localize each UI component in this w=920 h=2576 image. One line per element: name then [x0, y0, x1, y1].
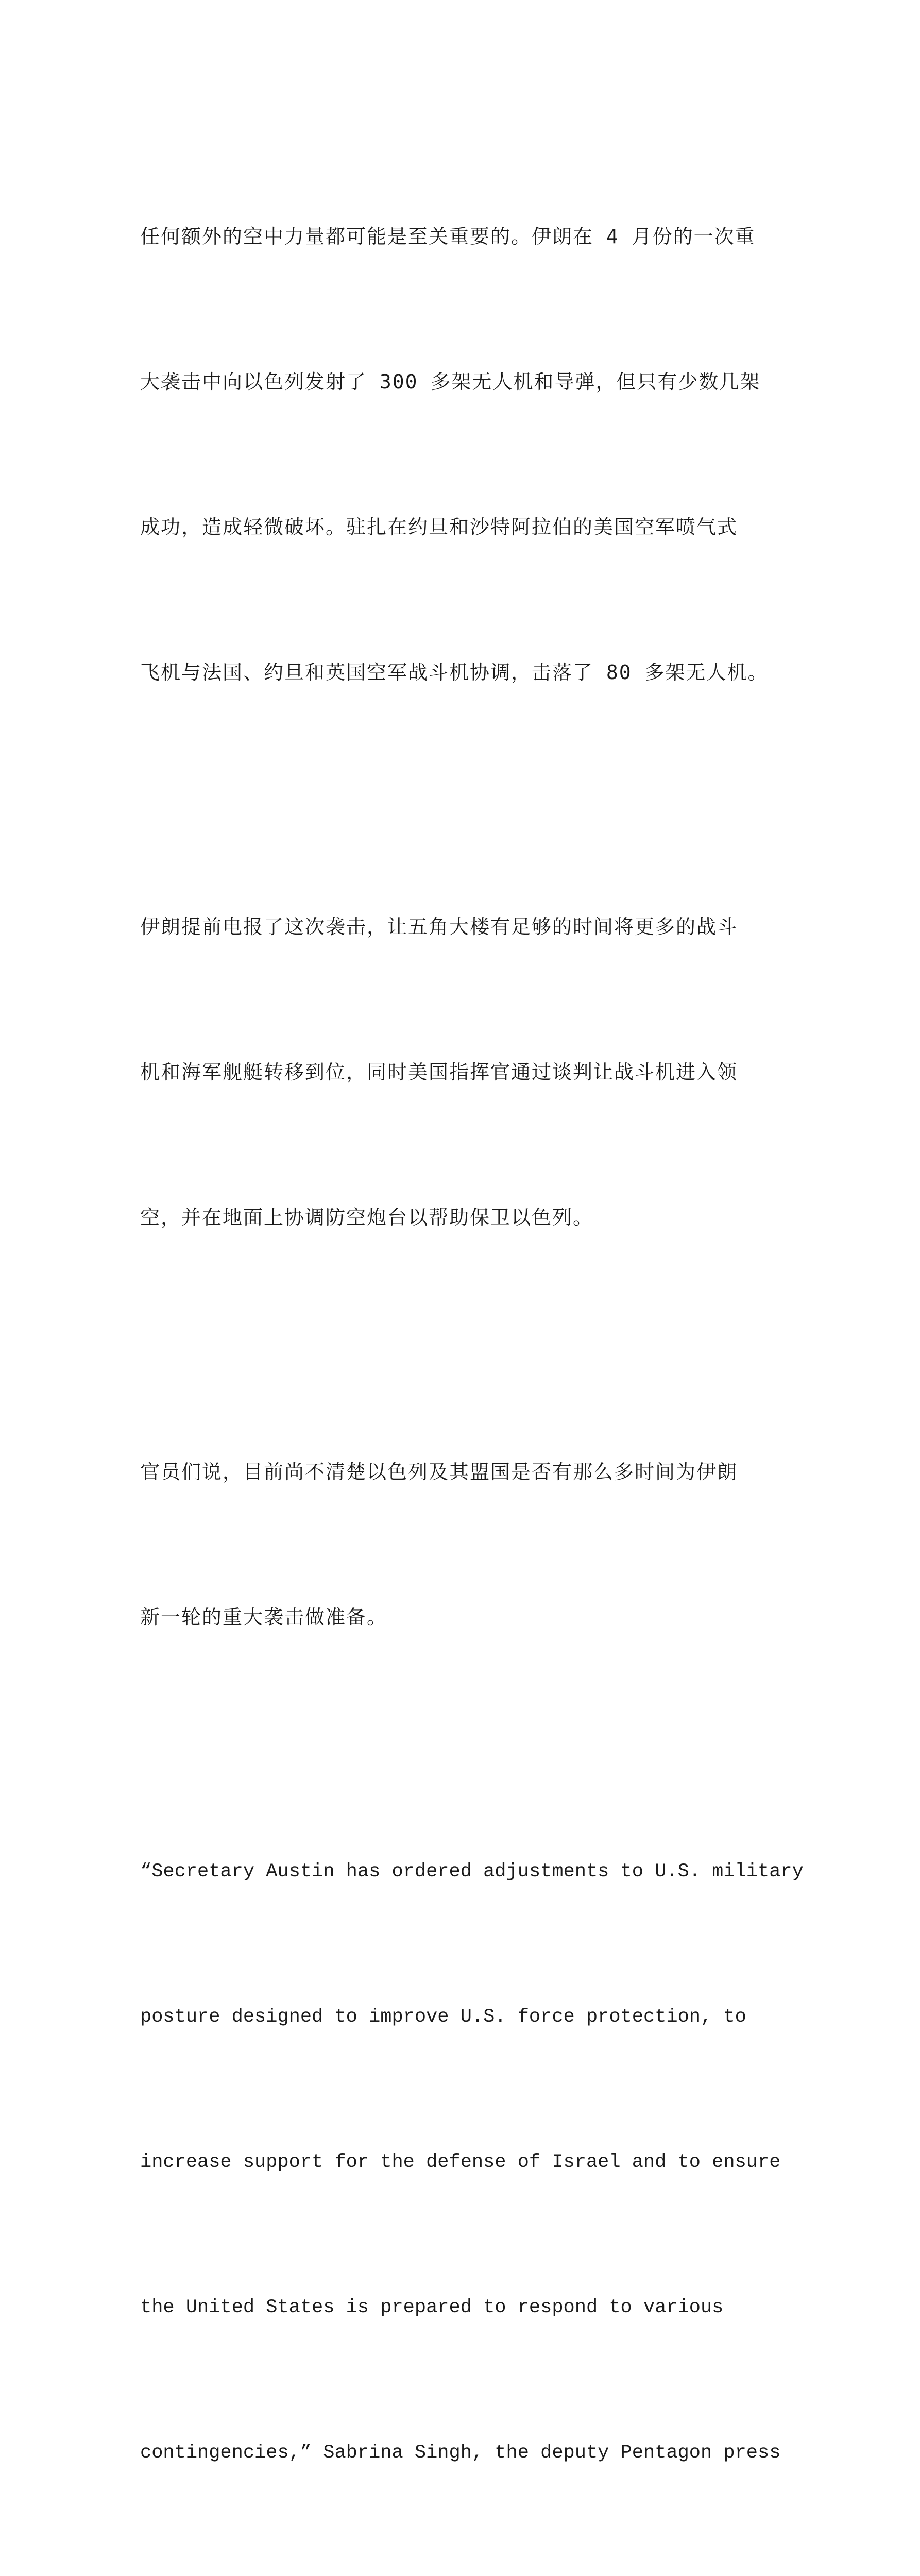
- text-line: 成功，造成轻微破坏。驻扎在约旦和沙特阿拉伯的美国空军喷气式: [140, 516, 738, 538]
- text-line: 飞机与法国、约旦和英国空军战斗机协调，击落了 80 多架无人机。: [140, 661, 769, 684]
- text-line: 任何额外的空中力量都可能是至关重要的。伊朗在 4 月份的一次重: [140, 225, 756, 248]
- document-page: [140, 115, 804, 2576]
- text-line: the United States is prepared to respond to various: [140, 2297, 724, 2318]
- text-line: 空，并在地面上协调防空炮台以帮助保卫以色列。: [140, 1206, 594, 1229]
- text-line: 伊朗提前电报了这次袭击，让五角大楼有足够的时间将更多的战斗: [140, 916, 738, 938]
- text-line: increase support for the defense of Israel and to ensure: [140, 2151, 781, 2173]
- text-line: 机和海军舰艇转移到位，同时美国指挥官通过谈判让战斗机进入领: [140, 1061, 738, 1083]
- text-line: contingencies,” Sabrina Singh, the deputy Pentagon press: [140, 2442, 781, 2464]
- paragraph-zh-3: [140, 1351, 791, 1738]
- text-line: 官员们说，目前尚不清楚以色列及其盟国是否有那么多时间为伊朗: [140, 1461, 738, 1483]
- paragraph-en-quote: [140, 1751, 804, 2576]
- text-line: “Secretary Austin has ordered adjustments to U.S. military: [140, 1861, 804, 1883]
- text-line: 新一轮的重大袭击做准备。: [140, 1606, 388, 1629]
- text-line: 大袭击中向以色列发射了 300 多架无人机和导弹，但只有少数几架: [140, 370, 761, 393]
- text-line: [140, 2574, 791, 2576]
- text-line: posture designed to improve U.S. force protection, to: [140, 2006, 746, 2028]
- paragraph-zh-2: [140, 806, 791, 1338]
- paragraph-zh-1: [140, 115, 791, 793]
